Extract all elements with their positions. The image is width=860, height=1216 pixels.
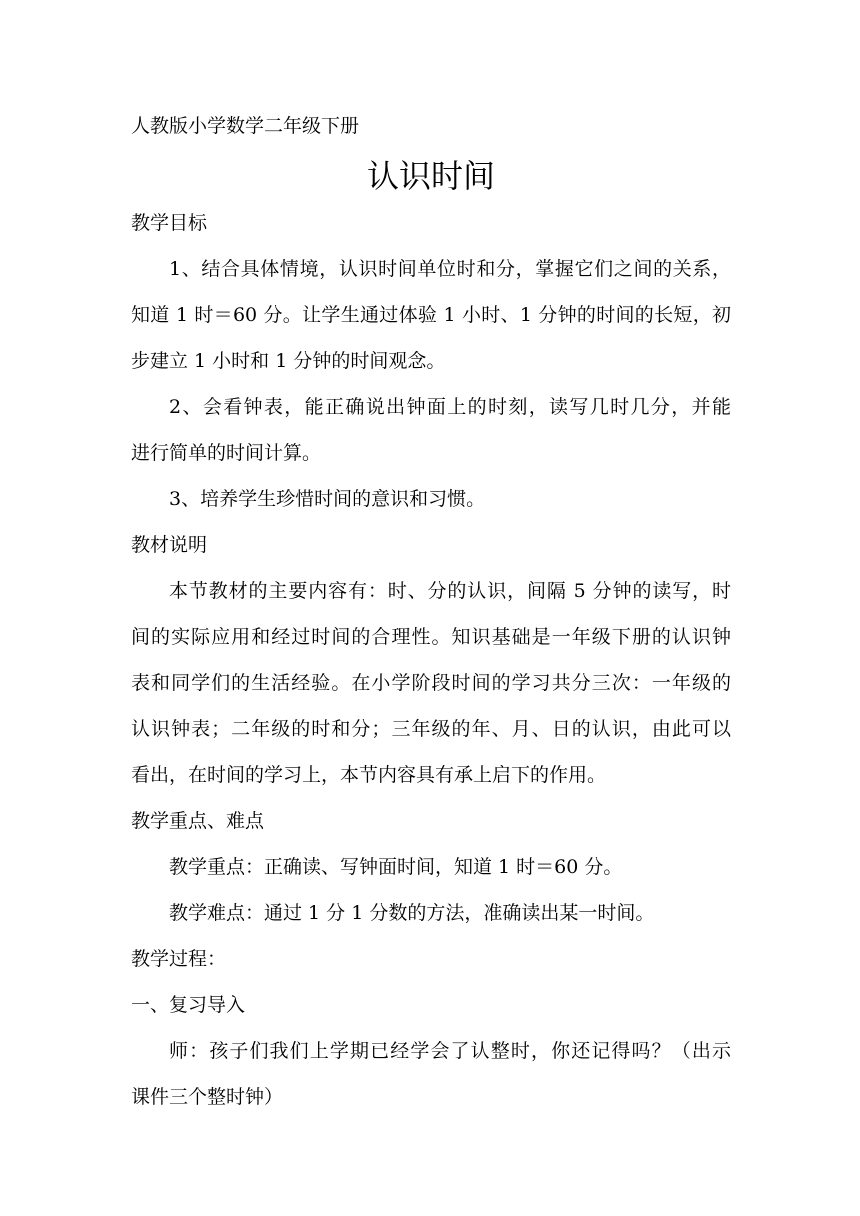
- paragraph-line: 进行简单的时间计算。: [131, 442, 322, 464]
- section-heading-material: 教材说明: [131, 534, 208, 556]
- section-heading-keypoints: 教学重点、难点: [131, 810, 265, 832]
- material-paragraph: [131, 573, 731, 794]
- document-title: 认识时间: [366, 157, 495, 195]
- paragraph-line: 认识钟表；二年级的时和分；三年级的年、月、日的认识，由此可以: [131, 718, 731, 740]
- paragraph-line: 1、结合具体情境，认识时间单位时和分，掌握它们之间的关系，: [169, 258, 731, 280]
- review-paragraph: [131, 1033, 731, 1116]
- paragraph-line: 3、培养学生珍惜时间的意识和习惯。: [169, 488, 486, 510]
- paragraph-line: 2、会看钟表，能正确说出钟面上的时刻，读写几时几分，并能: [169, 396, 731, 418]
- section-heading-objectives: 教学目标: [131, 212, 208, 234]
- keypoint-paragraph: [131, 849, 731, 886]
- paragraph-line: 步建立 1 小时和 1 分钟的时间观念。: [131, 350, 446, 372]
- paragraph-line: 看出，在时间的学习上，本节内容具有承上启下的作用。: [131, 764, 607, 786]
- document-body: [131, 108, 731, 1116]
- objective-1: [131, 251, 731, 380]
- paragraph-line: 间的实际应用和经过时间的合理性。知识基础是一年级下册的认识钟: [131, 626, 731, 648]
- paragraph-line: 知道 1 时＝60 分。让学生通过体验 1 小时、1 分钟的时间的长短，初: [131, 304, 731, 326]
- paragraph-line: 本节教材的主要内容有：时、分的认识，间隔 5 分钟的读写，时: [169, 580, 731, 602]
- section-heading-review: 一、复习导入: [131, 994, 246, 1016]
- paragraph-line: 教学重点：正确读、写钟面时间，知道 1 时＝60 分。: [169, 856, 623, 878]
- objective-3: [131, 481, 731, 518]
- section-heading-process: 教学过程：: [131, 948, 227, 970]
- paragraph-line: 课件三个整时钟）: [131, 1086, 284, 1108]
- document-subtitle: 人教版小学数学二年级下册: [131, 115, 360, 137]
- paragraph-line: 师：孩子们我们上学期已经学会了认整时，你还记得吗？（出示: [169, 1040, 731, 1062]
- objective-2: [131, 389, 731, 472]
- paragraph-line: 教学难点：通过 1 分 1 分数的方法，准确读出某一时间。: [169, 902, 655, 924]
- paragraph-line: 表和同学们的生活经验。在小学阶段时间的学习共分三次：一年级的: [131, 672, 731, 694]
- difficulty-paragraph: [131, 895, 731, 932]
